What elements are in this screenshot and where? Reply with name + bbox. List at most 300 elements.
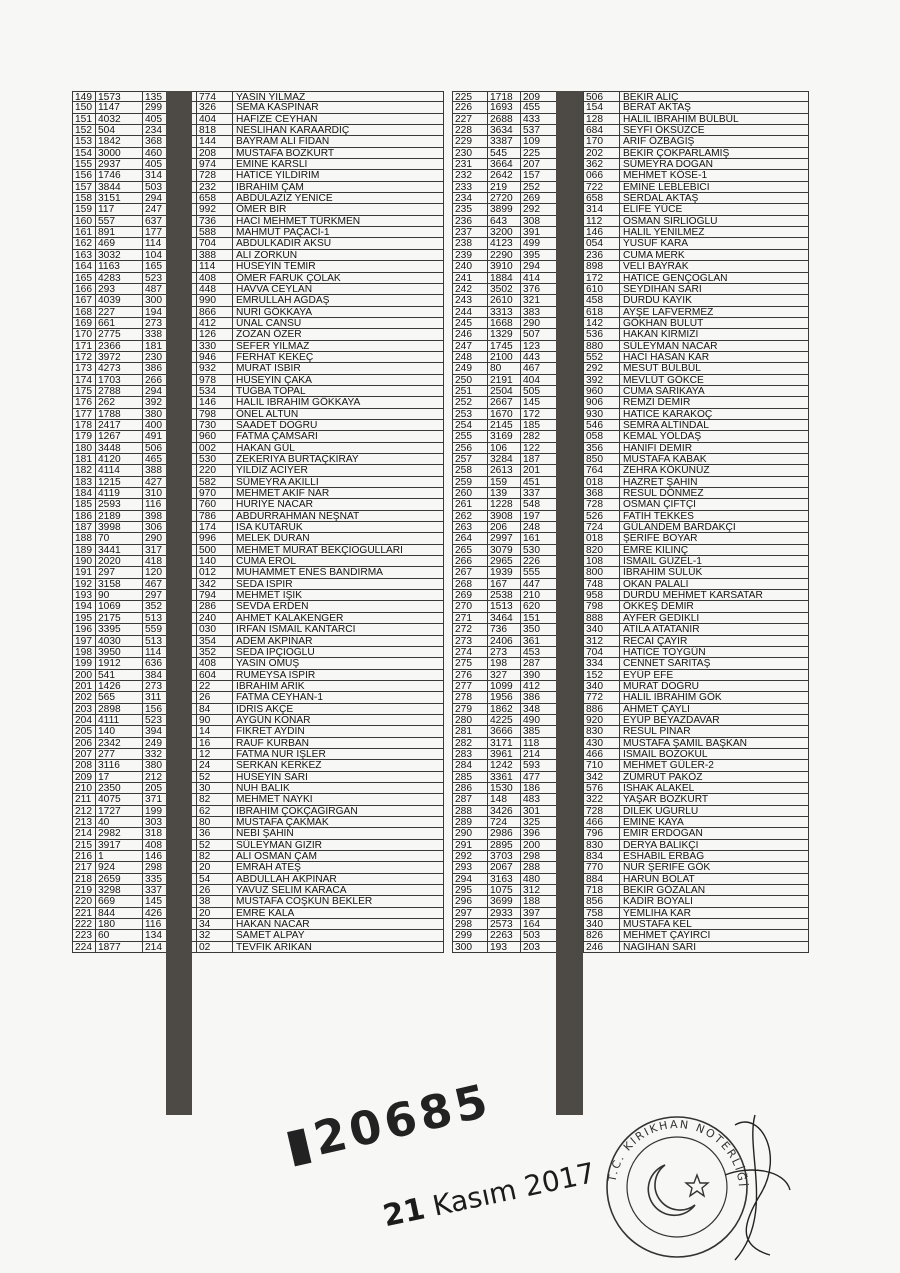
cell-sira: 169	[72, 318, 95, 328]
cell-code-2: 322	[583, 794, 619, 804]
cell-code: 123	[520, 341, 555, 351]
cell-name: SÜMEYRA DOĞAN	[619, 159, 809, 169]
cell-code: 394	[142, 726, 172, 736]
table-row	[452, 636, 809, 647]
cell-code: 380	[142, 409, 172, 419]
cell-sira: 262	[452, 511, 487, 521]
cell-sira: 225	[452, 92, 487, 101]
cell-code-2: 458	[583, 295, 619, 305]
cell-name: HACI MEHMET TÜRKMEN	[232, 216, 444, 226]
cell-no: 70	[95, 533, 142, 543]
cell-no: 3634	[487, 125, 520, 135]
cell-name: EMİR ERDOĞAN	[619, 828, 809, 838]
cell-code: 299	[142, 102, 172, 112]
cell-sira: 165	[72, 273, 95, 283]
cell-name: EMİNE KARSLI	[232, 159, 444, 169]
cell-sira: 254	[452, 420, 487, 430]
table-row	[452, 102, 809, 113]
table-row	[452, 919, 809, 930]
cell-name: AYGÜN KONAR	[232, 715, 444, 725]
cell-no: 1242	[487, 760, 520, 770]
cell-sira: 253	[452, 409, 487, 419]
table-row	[452, 749, 809, 760]
cell-sira: 285	[452, 772, 487, 782]
cell-no: 3950	[95, 647, 142, 657]
table-row	[72, 488, 444, 499]
svg-text:T.C. KIRIKHAN NOTERLİĞİ	[605, 1118, 749, 1189]
cell-name: HAKAN GÜL	[232, 443, 444, 453]
cell-code: 118	[520, 738, 555, 748]
cell-sira: 222	[72, 919, 95, 929]
cell-sira: 264	[452, 533, 487, 543]
cell-name: FATMA NUR İŞLER	[232, 749, 444, 759]
cell-sira: 240	[452, 261, 487, 271]
table-row	[452, 579, 809, 590]
cell-sira: 188	[72, 533, 95, 543]
cell-no: 3844	[95, 182, 142, 192]
cell-no: 1884	[487, 273, 520, 283]
cell-sira: 288	[452, 806, 487, 816]
table-row	[72, 295, 444, 306]
cell-no: 2982	[95, 828, 142, 838]
cell-code: 282	[520, 431, 555, 441]
cell-code-2: 146	[196, 397, 232, 407]
cell-sira: 241	[452, 273, 487, 283]
cell-name: TUĞBA TOPAL	[232, 386, 444, 396]
cell-code-2: 170	[583, 136, 619, 146]
cell-code: 214	[142, 942, 172, 952]
cell-sira: 259	[452, 477, 487, 487]
cell-sira: 275	[452, 658, 487, 668]
cell-name: SERKAN KERKEZ	[232, 760, 444, 770]
cell-code: 418	[142, 556, 172, 566]
table-row	[72, 851, 444, 862]
cell-sira: 300	[452, 942, 487, 952]
cell-code: 214	[520, 749, 555, 759]
cell-no: 2986	[487, 828, 520, 838]
cell-sira: 209	[72, 772, 95, 782]
cell-code-2: 800	[583, 567, 619, 577]
cell-name: MUSTAFA KEL	[619, 919, 809, 929]
cell-code: 384	[142, 670, 172, 680]
cell-name: MEHMET KÖSE-1	[619, 170, 809, 180]
cell-sira: 199	[72, 658, 95, 668]
cell-code-2: 24	[196, 760, 232, 770]
cell-name: HAFİZE CEYHAN	[232, 114, 444, 124]
cell-code-2: 884	[583, 874, 619, 884]
table-row	[72, 386, 444, 397]
cell-no: 4030	[95, 636, 142, 646]
cell-no: 3032	[95, 250, 142, 260]
cell-no: 2642	[487, 170, 520, 180]
cell-code-2: 930	[583, 409, 619, 419]
table-row	[452, 204, 809, 215]
cell-name: ZEKERİYA BURTAÇKIRAY	[232, 454, 444, 464]
cell-no: 3284	[487, 454, 520, 464]
cell-code-2: 356	[583, 443, 619, 453]
cell-code-2: 362	[583, 159, 619, 169]
cell-code: 201	[520, 465, 555, 475]
cell-code: 104	[142, 250, 172, 260]
table-row	[452, 465, 809, 476]
cell-name: İRFAN İSMAİL KANTARCI	[232, 624, 444, 634]
cell-code-2: 546	[583, 420, 619, 430]
cell-sira: 220	[72, 896, 95, 906]
cell-sira: 273	[452, 636, 487, 646]
table-row	[452, 443, 809, 454]
table-row	[452, 772, 809, 783]
cell-no: 1877	[95, 942, 142, 952]
cell-name: ÖMER FARUK ÇOLAK	[232, 273, 444, 283]
cell-code-2: 388	[196, 250, 232, 260]
cell-name: BERAT AKTAŞ	[619, 102, 809, 112]
cell-sira: 192	[72, 579, 95, 589]
cell-name: ELİFE YÜCE	[619, 204, 809, 214]
cell-code: 337	[142, 885, 172, 895]
cell-no: 1746	[95, 170, 142, 180]
cell-no: 193	[487, 942, 520, 952]
cell-no: 3200	[487, 227, 520, 237]
cell-code: 559	[142, 624, 172, 634]
cell-code: 292	[520, 204, 555, 214]
cell-no: 3699	[487, 896, 520, 906]
cell-code-2: 770	[583, 862, 619, 872]
cell-no: 643	[487, 216, 520, 226]
table-row	[72, 726, 444, 737]
cell-name: FATİH TEKKES	[619, 511, 809, 521]
cell-name: HALİL İBRAHİM BÜLBÜL	[619, 114, 809, 124]
cell-code-2: 536	[583, 329, 619, 339]
cell-sira: 265	[452, 545, 487, 555]
cell-code: 427	[142, 477, 172, 487]
table-row	[72, 170, 444, 181]
cell-code-2: 920	[583, 715, 619, 725]
cell-no: 1329	[487, 329, 520, 339]
cell-name: NESLİHAN KARAARDIÇ	[232, 125, 444, 135]
cell-code-2: 342	[583, 772, 619, 782]
cell-no: 106	[487, 443, 520, 453]
table-row	[452, 318, 809, 329]
cell-name: HAVVA CEYLAN	[232, 284, 444, 294]
cell-no: 3298	[95, 885, 142, 895]
cell-no: 3666	[487, 726, 520, 736]
cell-code: 300	[142, 295, 172, 305]
cell-code-2: 26	[196, 885, 232, 895]
cell-name: ZOZAN ÖZER	[232, 329, 444, 339]
table-row	[72, 125, 444, 136]
cell-code: 109	[520, 136, 555, 146]
cell-code: 503	[142, 182, 172, 192]
cell-name: İBRAHİM ÇOKÇAĞIRGAN	[232, 806, 444, 816]
cell-no: 148	[487, 794, 520, 804]
cell-name: MEVLÜT GÖKCE	[619, 375, 809, 385]
cell-no: 924	[95, 862, 142, 872]
cell-no: 565	[95, 692, 142, 702]
cell-code-2: 850	[583, 454, 619, 464]
cell-name: NUH BALIK	[232, 783, 444, 793]
cell-code-2: 340	[583, 681, 619, 691]
cell-no: 3502	[487, 284, 520, 294]
cell-code-2: 728	[583, 806, 619, 816]
cell-sira: 183	[72, 477, 95, 487]
cell-name: SAMET ALPAY	[232, 930, 444, 940]
cell-name: DURDU KAYIK	[619, 295, 809, 305]
cell-code: 433	[520, 114, 555, 124]
cell-code-2: 36	[196, 828, 232, 838]
cell-no: 1513	[487, 601, 520, 611]
cell-code: 460	[142, 148, 172, 158]
cell-code-2: 172	[583, 273, 619, 283]
cell-sira: 299	[452, 930, 487, 940]
table-row	[452, 341, 809, 352]
table-row	[452, 715, 809, 726]
table-row	[452, 386, 809, 397]
table-row	[72, 704, 444, 715]
cell-code-2: 764	[583, 465, 619, 475]
cell-code: 325	[520, 817, 555, 827]
cell-code: 395	[520, 250, 555, 260]
cell-no: 2933	[487, 908, 520, 918]
cell-sira: 214	[72, 828, 95, 838]
cell-code-2: 500	[196, 545, 232, 555]
cell-no: 541	[95, 670, 142, 680]
cell-name: RUMEYSA İSPİR	[232, 670, 444, 680]
cell-code: 376	[520, 284, 555, 294]
cell-code-2: 20	[196, 908, 232, 918]
cell-no: 206	[487, 522, 520, 532]
table-row	[72, 760, 444, 771]
cell-code-2: 152	[583, 670, 619, 680]
cell-code: 200	[520, 840, 555, 850]
cell-code-2: 012	[196, 567, 232, 577]
cell-no: 1147	[95, 102, 142, 112]
cell-code: 234	[142, 125, 172, 135]
cell-sira: 196	[72, 624, 95, 634]
cell-no: 3899	[487, 204, 520, 214]
table-row	[72, 692, 444, 703]
table-row	[72, 567, 444, 578]
table-row	[452, 760, 809, 771]
cell-code-2: 552	[583, 352, 619, 362]
cell-name: ABDULKADİR AKSU	[232, 238, 444, 248]
cell-name: DERYA BALIKÇI	[619, 840, 809, 850]
cell-code-2: 54	[196, 874, 232, 884]
cell-code-2: 618	[583, 307, 619, 317]
cell-no: 504	[95, 125, 142, 135]
cell-no: 891	[95, 227, 142, 237]
cell-code-2: 886	[583, 704, 619, 714]
cell-name: MURAT İSBİR	[232, 363, 444, 373]
left-table	[72, 91, 444, 953]
cell-no: 1912	[95, 658, 142, 668]
cell-sira: 215	[72, 840, 95, 850]
table-row	[452, 261, 809, 272]
cell-name: ALİ ZORKUN	[232, 250, 444, 260]
cell-name: NUR ŞERİFE GÖK	[619, 862, 809, 872]
cell-code-2: 604	[196, 670, 232, 680]
cell-name: OSMAN ÇİFTÇİ	[619, 499, 809, 509]
cell-code-2: 748	[583, 579, 619, 589]
cell-sira: 256	[452, 443, 487, 453]
cell-code: 447	[520, 579, 555, 589]
cell-code-2: 588	[196, 227, 232, 237]
cell-code: 252	[520, 182, 555, 192]
table-row	[452, 794, 809, 805]
cell-code: 205	[142, 783, 172, 793]
cell-sira: 229	[452, 136, 487, 146]
cell-code-2: 30	[196, 783, 232, 793]
cell-name: EMRAH ATEŞ	[232, 862, 444, 872]
cell-sira: 232	[452, 170, 487, 180]
cell-no: 2688	[487, 114, 520, 124]
cell-code: 404	[520, 375, 555, 385]
cell-no: 661	[95, 318, 142, 328]
cell-sira: 211	[72, 794, 95, 804]
cell-sira: 208	[72, 760, 95, 770]
cell-no: 1426	[95, 681, 142, 691]
cell-sira: 162	[72, 238, 95, 248]
table-row	[452, 806, 809, 817]
cell-code: 116	[142, 919, 172, 929]
table-row	[72, 874, 444, 885]
table-row	[452, 375, 809, 386]
cell-no: 2573	[487, 919, 520, 929]
cell-sira: 189	[72, 545, 95, 555]
cell-no: 3079	[487, 545, 520, 555]
cell-name: SÜLEYMAN NACAR	[619, 341, 809, 351]
cell-code-2: 798	[583, 601, 619, 611]
cell-name: EYÜP EFE	[619, 670, 809, 680]
cell-code-2: 760	[196, 499, 232, 509]
table-row	[72, 238, 444, 249]
table-row	[452, 738, 809, 749]
cell-sira: 294	[452, 874, 487, 884]
table-row	[72, 91, 444, 102]
cell-no: 1703	[95, 375, 142, 385]
cell-no: 90	[95, 590, 142, 600]
cell-code-2: 82	[196, 794, 232, 804]
cell-no: 1163	[95, 261, 142, 271]
cell-code: 288	[520, 862, 555, 872]
seal-inner-ring	[627, 1137, 727, 1237]
cell-code: 537	[520, 125, 555, 135]
cell-no: 4273	[95, 363, 142, 373]
cell-no: 3313	[487, 307, 520, 317]
table-row	[72, 159, 444, 170]
cell-name: MELEK DURAN	[232, 533, 444, 543]
cell-no: 2175	[95, 613, 142, 623]
cell-code-2: 26	[196, 692, 232, 702]
table-row	[72, 193, 444, 204]
cell-no: 3972	[95, 352, 142, 362]
cell-code: 306	[142, 522, 172, 532]
table-row	[452, 352, 809, 363]
cell-code-2: 530	[196, 454, 232, 464]
cell-code-2: 286	[196, 601, 232, 611]
table-row	[72, 896, 444, 907]
cell-code-2: 728	[196, 170, 232, 180]
table-row	[72, 363, 444, 374]
cell-no: 1228	[487, 499, 520, 509]
cell-name: MAHMUT PAÇACI-1	[232, 227, 444, 237]
cell-name: HACI HASAN KAR	[619, 352, 809, 362]
table-row	[72, 284, 444, 295]
cell-no: 2366	[95, 341, 142, 351]
cell-code: 308	[520, 216, 555, 226]
cell-no: 2720	[487, 193, 520, 203]
cell-code-2: 818	[196, 125, 232, 135]
cell-name: KEMAL YOLDAŞ	[619, 431, 809, 441]
cell-code: 548	[520, 499, 555, 509]
cell-sira: 291	[452, 840, 487, 850]
table-row	[72, 636, 444, 647]
cell-no: 80	[487, 363, 520, 373]
cell-code: 523	[142, 715, 172, 725]
stamp-date-text: Kasım 2017	[429, 1156, 598, 1223]
cell-sira: 235	[452, 204, 487, 214]
cell-code: 398	[142, 511, 172, 521]
table-row	[452, 193, 809, 204]
table-row	[452, 817, 809, 828]
cell-code-2: 84	[196, 704, 232, 714]
cell-name: KADİR BOYALI	[619, 896, 809, 906]
table-row	[72, 738, 444, 749]
cell-name: ESHABİL ERBAĞ	[619, 851, 809, 861]
cell-code: 412	[520, 681, 555, 691]
cell-code-2: 066	[583, 170, 619, 180]
cell-no: 2898	[95, 704, 142, 714]
cell-name: ADEM AKPINAR	[232, 636, 444, 646]
cell-name: DURDU MEHMET KARSATAR	[619, 590, 809, 600]
table-row	[452, 250, 809, 261]
cell-sira: 163	[72, 250, 95, 260]
cell-code-2: 352	[196, 647, 232, 657]
cell-code: 212	[142, 772, 172, 782]
cell-no: 4032	[95, 114, 142, 124]
seal-text: T.C. KIRIKHAN NOTERLİĞİ	[605, 1117, 750, 1189]
cell-sira: 175	[72, 386, 95, 396]
cell-sira: 255	[452, 431, 487, 441]
cell-no: 2593	[95, 499, 142, 509]
cell-sira: 167	[72, 295, 95, 305]
table-row	[452, 499, 809, 510]
cell-code: 186	[520, 783, 555, 793]
cell-name: YAŞAR BOZKURT	[619, 794, 809, 804]
table-row	[452, 828, 809, 839]
cell-name: BEKİR GÖZALAN	[619, 885, 809, 895]
cell-code-2: 576	[583, 783, 619, 793]
cell-no: 2189	[95, 511, 142, 521]
cell-sira: 290	[452, 828, 487, 838]
cell-no: 1668	[487, 318, 520, 328]
cell-code: 187	[520, 454, 555, 464]
cell-name: BEKİR ÇOKPARLAMIŞ	[619, 148, 809, 158]
cell-name: HÜSEYİN ÇAKA	[232, 375, 444, 385]
cell-code: 181	[142, 341, 172, 351]
cell-sira: 249	[452, 363, 487, 373]
cell-code-2: 958	[583, 590, 619, 600]
table-row	[72, 579, 444, 590]
cell-no: 1693	[487, 102, 520, 112]
cell-sira: 180	[72, 443, 95, 453]
cell-code: 226	[520, 556, 555, 566]
cell-code: 477	[520, 772, 555, 782]
table-row	[72, 341, 444, 352]
cell-code-2: 330	[196, 341, 232, 351]
cell-no: 2610	[487, 295, 520, 305]
cell-code: 593	[520, 760, 555, 770]
cell-code-2: 312	[583, 636, 619, 646]
